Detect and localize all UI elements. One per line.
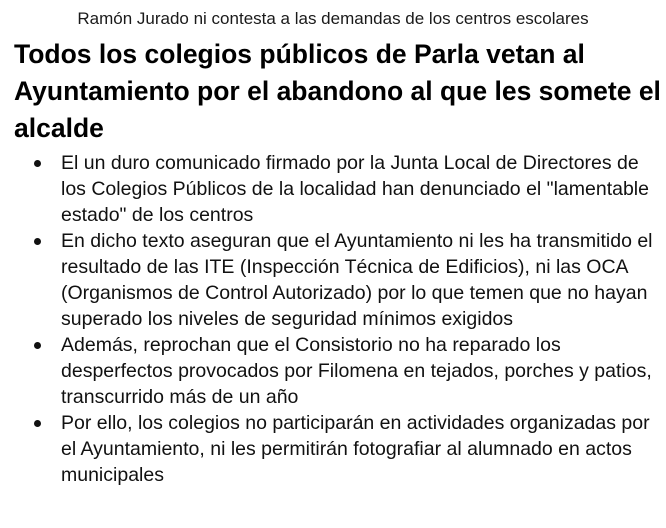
summary-bullet <box>0 410 666 488</box>
summary-bullet-list <box>0 150 666 488</box>
bullet-dot-icon <box>34 420 41 427</box>
summary-bullet-text: En dicho texto aseguran que el Ayuntamiento ni les ha transmitido el resultado de las ITE (Inspección Técnica de Edificios), ni las OCA (Organismos de Control Autorizado) por lo que temen que no hayan superado los niveles de seguridad mínimos exigidos <box>61 230 653 330</box>
summary-bullet <box>0 332 666 410</box>
summary-bullet-text: El un duro comunicado firmado por la Junta Local de Directores de los Colegios Públicos de la localidad han denunciado el "lamentable estado" de los centros <box>61 152 649 226</box>
summary-bullet-text: Además, reprochan que el Consistorio no ha reparado los desperfectos provocados por Filomena en tejados, porches y patios, transcurrido más de un año <box>61 334 652 408</box>
summary-bullet-text: Por ello, los colegios no participarán en actividades organizadas por el Ayuntamiento, ni les permitirán fotografiar al alumnado en actos municipales <box>61 412 650 486</box>
summary-bullet <box>0 150 666 228</box>
article-headline: Todos los colegios públicos de Parla vetan al Ayuntamiento por el abandono al que les somete el alcalde <box>14 39 661 143</box>
bullet-dot-icon <box>34 160 41 167</box>
bullet-dot-icon <box>34 342 41 349</box>
article-kicker: Ramón Jurado ni contesta a las demandas de los centros escolares <box>77 9 589 28</box>
bullet-dot-icon <box>34 238 41 245</box>
summary-bullet <box>0 228 666 332</box>
